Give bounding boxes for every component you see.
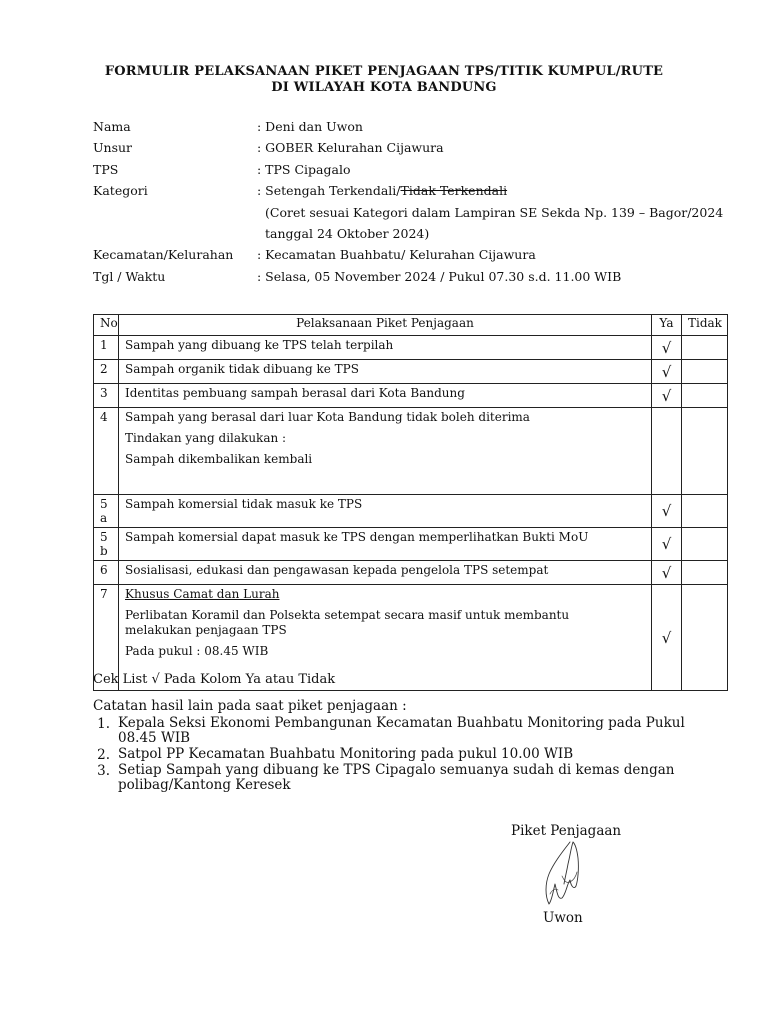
header-ya: Ya [652, 315, 682, 336]
table-row [94, 336, 728, 360]
kategori-note-line1: (Coret sesuai Kategori dalam Lampiran SE Sekda Np. 139 – Bagor/2024 [265, 205, 724, 220]
cell-tidak [682, 495, 728, 528]
table-row [94, 528, 728, 561]
row-no: 5 b [94, 528, 119, 561]
row-no: 4 [94, 408, 119, 495]
notes-list [93, 716, 733, 794]
form-title-line2: DI WILAYAH KOTA BANDUNG [271, 80, 497, 95]
row-no: 1 [94, 336, 119, 360]
kategori-value-struck: Tidak Terkendali [400, 183, 508, 198]
row-no: 3 [94, 384, 119, 408]
cell-tidak [682, 336, 728, 360]
row-7-line1: Perlibatan Koramil dan Polsekta setempat secara masif untuk membantu [125, 608, 570, 622]
note-1-line1: Kepala Seksi Ekonomi Pembangunan Kecamatan Buahbatu Monitoring pada Pukul [118, 715, 685, 731]
handwritten-signature [540, 840, 590, 912]
form-title-line1: FORMULIR PELAKSANAAN PIKET PENJAGAAN TPS/TITIK KUMPUL/RUTE [104, 64, 664, 79]
row-4-action-label: Tindakan yang dilakukan : [125, 431, 287, 445]
kecamatan-value: : Kecamatan Buahbatu/ Kelurahan Cijawura [257, 247, 536, 262]
table-row [94, 561, 728, 585]
nama-value: : Deni dan Uwon [257, 119, 363, 134]
tps-value: : TPS Cipagalo [257, 162, 351, 177]
cell-tidak [682, 528, 728, 561]
row-no: 7 [94, 585, 119, 691]
cell-tidak [682, 561, 728, 585]
form-title [0, 64, 768, 96]
table-row [94, 408, 728, 495]
kategori-value [257, 183, 507, 199]
row-no: 2 [94, 360, 119, 384]
note-3-line2: polibag/Kantong Keresek [118, 777, 291, 793]
tgl-waktu-label: Tgl / Waktu [93, 269, 166, 284]
list-number: 3. [97, 763, 110, 779]
list-number: 1. [97, 716, 110, 732]
row-7-heading: Khusus Camat dan Lurah [125, 587, 280, 601]
row-no: 6 [94, 561, 119, 585]
cell-tidak [682, 408, 728, 495]
row-4-action: Sampah dikembalikan kembali [125, 452, 313, 466]
table-row [94, 360, 728, 384]
row-text: Sampah yang dibuang ke TPS telah terpilah [119, 336, 652, 360]
list-item [93, 747, 733, 762]
nama-label: Nama [93, 119, 131, 134]
kategori-label: Kategori [93, 183, 148, 198]
row-text [119, 408, 652, 495]
signature-title: Piket Penjagaan [511, 823, 622, 839]
note-1-line2: 08.45 WIB [118, 730, 191, 746]
table-row [94, 384, 728, 408]
kecamatan-label: Kecamatan/Kelurahan [93, 247, 234, 262]
row-text: Sosialisasi, edukasi dan pengawasan kepada pengelola TPS setempat [119, 561, 652, 585]
row-text: Sampah komersial tidak masuk ke TPS [119, 495, 652, 528]
header-task: Pelaksanaan Piket Penjagaan [119, 315, 652, 336]
row-no: 5 a [94, 495, 119, 528]
kategori-note-line2: tanggal 24 Oktober 2024) [265, 226, 430, 241]
row-7-time: Pada pukul : 08.45 WIB [125, 644, 269, 658]
row-text: Sampah organik tidak dibuang ke TPS [119, 360, 652, 384]
tps-label: TPS [93, 162, 119, 177]
unsur-value: : GOBER Kelurahan Cijawura [257, 140, 444, 155]
kategori-value-kept: : Setengah Terkendali/ [257, 183, 401, 198]
check-ya: √ [652, 585, 682, 691]
row-text: Identitas pembuang sampah berasal dari Kota Bandung [119, 384, 652, 408]
list-number: 2. [97, 747, 110, 763]
row-7-line2: melakukan penjagaan TPS [125, 623, 287, 637]
list-item [93, 716, 733, 746]
header-tidak: Tidak [682, 315, 728, 336]
header-no: No [94, 315, 119, 336]
check-ya: √ [652, 336, 682, 360]
cell-tidak [682, 360, 728, 384]
table-header-row [94, 315, 728, 336]
list-item [93, 763, 733, 793]
cell-tidak [682, 384, 728, 408]
checklist-legend: Cek List √ Pada Kolom Ya atau Tidak [93, 672, 336, 687]
note-2-line1: Satpol PP Kecamatan Buahbatu Monitoring pada pukul 10.00 WIB [118, 746, 574, 762]
unsur-label: Unsur [93, 140, 133, 155]
cell-ya [652, 408, 682, 495]
check-ya: √ [652, 360, 682, 384]
cell-tidak [682, 585, 728, 691]
row-text: Sampah komersial dapat masuk ke TPS dengan memperlihatkan Bukti MoU [119, 528, 652, 561]
tgl-waktu-value: : Selasa, 05 November 2024 / Pukul 07.30 s.d. 11.00 WIB [257, 269, 622, 284]
check-ya: √ [652, 495, 682, 528]
piket-table [93, 314, 728, 691]
row-4-main: Sampah yang berasal dari luar Kota Bandung tidak boleh diterima [125, 410, 530, 424]
check-ya: √ [652, 528, 682, 561]
check-ya: √ [652, 384, 682, 408]
table-row [94, 495, 728, 528]
signature-name: Uwon [543, 910, 583, 926]
note-3-line1: Setiap Sampah yang dibuang ke TPS Cipagalo semuanya sudah di kemas dengan [118, 762, 675, 778]
check-ya: √ [652, 561, 682, 585]
notes-title: Catatan hasil lain pada saat piket penjagaan : [93, 698, 407, 714]
